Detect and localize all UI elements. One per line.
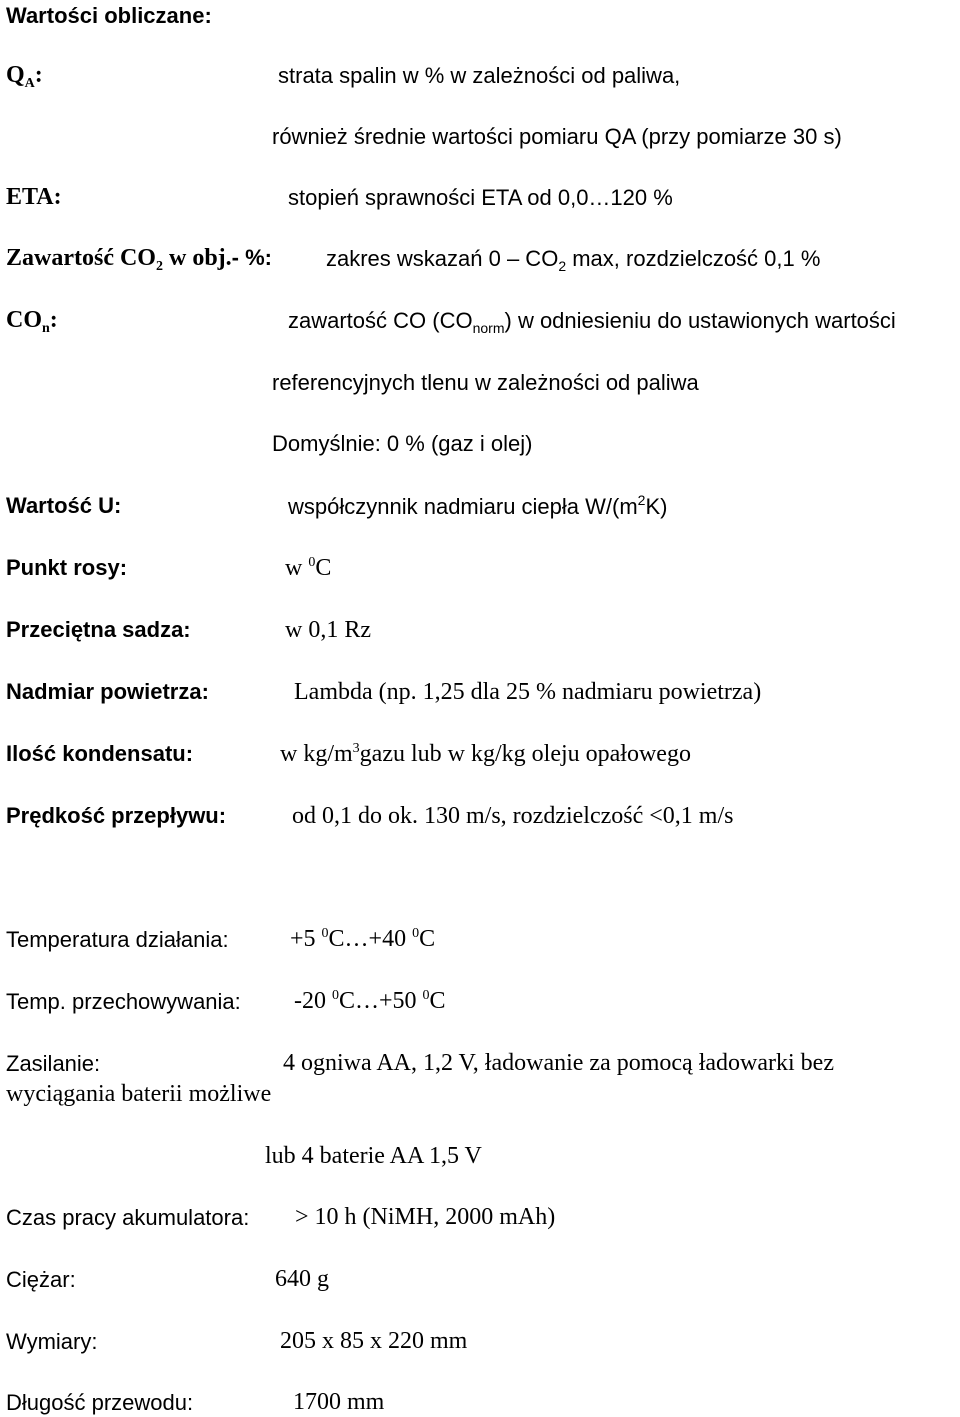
flow-speed-label: Prędkość przepływu: xyxy=(6,803,227,828)
con-label xyxy=(6,306,58,334)
con-line1-a: zawartość CO (CO xyxy=(288,308,473,333)
dew-point-b: C xyxy=(315,555,332,581)
soot-label: Przeciętna sadza: xyxy=(6,617,191,642)
op-temp-c: C xyxy=(419,926,436,952)
u-value-label: Wartość U: xyxy=(6,493,122,518)
qa-label-sub: A xyxy=(24,76,35,91)
power-value-line2: wyciągania baterii możliwe xyxy=(6,1081,272,1107)
u-value-a: współczynnik nadmiaru ciepła W/(m xyxy=(288,494,638,519)
excess-air-value: Lambda (np. 1,25 dla 25 % nadmiaru powietrza) xyxy=(294,679,762,705)
op-temp-value xyxy=(290,925,435,953)
op-temp-sup1: 0 xyxy=(321,926,329,941)
condensate-a: w kg/m xyxy=(280,741,353,767)
cable-length-label: Długość przewodu: xyxy=(6,1390,194,1415)
storage-temp-label: Temp. przechowywania: xyxy=(6,989,241,1014)
storage-temp-value xyxy=(294,987,446,1015)
weight-label: Ciężar: xyxy=(6,1267,76,1292)
con-line1-b: ) w odniesieniu do ustawionych wartości xyxy=(504,308,896,333)
dew-point-a: w xyxy=(285,555,309,581)
con-line1-sub: norm xyxy=(472,320,505,336)
flow-speed-value: od 0,1 do ok. 130 m/s, rozdzielczość <0,1 m/s xyxy=(292,803,734,829)
weight-value: 640 g xyxy=(275,1266,329,1292)
excess-air-label: Nadmiar powietrza: xyxy=(6,679,209,704)
condensate-value xyxy=(280,740,691,768)
con-value-line2: referencyjnych tlenu w zależności od paliwa xyxy=(272,370,699,395)
co2-label-sub: 2 xyxy=(155,259,163,274)
section-heading: Wartości obliczane: xyxy=(6,3,212,28)
op-temp-a: +5 xyxy=(290,926,322,952)
qa-value-line2: również średnie wartości pomiaru QA (przy pomiarze 30 s) xyxy=(272,124,842,149)
u-value-value xyxy=(288,493,667,521)
dew-point-sup: 0 xyxy=(308,555,316,570)
qa-label xyxy=(6,61,43,89)
u-value-b: K) xyxy=(645,494,668,519)
op-temp-sup2: 0 xyxy=(412,926,420,941)
con-value-line1 xyxy=(288,307,896,335)
dimensions-label: Wymiary: xyxy=(6,1329,98,1354)
qa-label-main: Q xyxy=(6,62,25,88)
storage-temp-b: C…+50 xyxy=(339,988,423,1014)
co2-label xyxy=(6,244,272,272)
op-temp-label: Temperatura działania: xyxy=(6,927,229,952)
co2-label-a: Zawartość CO xyxy=(6,245,156,271)
u-value-sup: 2 xyxy=(637,492,646,508)
con-label-sub: n xyxy=(42,321,50,336)
battery-life-label: Czas pracy akumulatora: xyxy=(6,1205,250,1230)
condensate-b: gazu lub w kg/kg oleju opałowego xyxy=(359,741,691,767)
power-label: Zasilanie: xyxy=(6,1051,101,1076)
storage-temp-c: C xyxy=(429,988,446,1014)
qa-value-line1: strata spalin w % w zależności od paliwa, xyxy=(278,63,681,88)
con-value-line3: Domyślnie: 0 % (gaz i olej) xyxy=(272,431,533,456)
eta-label: ETA: xyxy=(6,184,62,210)
storage-temp-a: -20 xyxy=(294,988,332,1014)
eta-value: stopień sprawności ETA od 0,0…120 % xyxy=(288,185,673,210)
co2-value xyxy=(326,245,820,273)
con-label-main: CO xyxy=(6,307,42,333)
dimensions-value: 205 x 85 x 220 mm xyxy=(280,1328,468,1354)
co2-value-sub: 2 xyxy=(558,258,567,274)
battery-life-value: > 10 h (NiMH, 2000 mAh) xyxy=(295,1204,556,1230)
op-temp-b: C…+40 xyxy=(328,926,413,952)
storage-temp-sup2: 0 xyxy=(422,988,430,1003)
condensate-label: Ilość kondensatu: xyxy=(6,741,194,766)
con-label-tail: : xyxy=(49,307,58,333)
cable-length-value: 1700 mm xyxy=(293,1389,385,1415)
condensate-sup: 3 xyxy=(352,741,360,756)
co2-value-a: zakres wskazań 0 – CO xyxy=(326,246,559,271)
dew-point-value xyxy=(285,554,331,582)
power-value-line3: lub 4 baterie AA 1,5 V xyxy=(265,1143,482,1169)
storage-temp-sup1: 0 xyxy=(332,988,339,1003)
power-value-line1: 4 ogniwa AA, 1,2 V, ładowanie za pomocą ładowarki bez xyxy=(283,1050,834,1076)
co2-label-b: w obj. xyxy=(162,245,232,271)
qa-label-tail: : xyxy=(34,62,43,88)
co2-label-c: - %: xyxy=(231,245,272,270)
soot-value: w 0,1 Rz xyxy=(285,617,371,643)
dew-point-label: Punkt rosy: xyxy=(6,555,128,580)
co2-value-b: max, rozdzielczość 0,1 % xyxy=(566,246,821,271)
